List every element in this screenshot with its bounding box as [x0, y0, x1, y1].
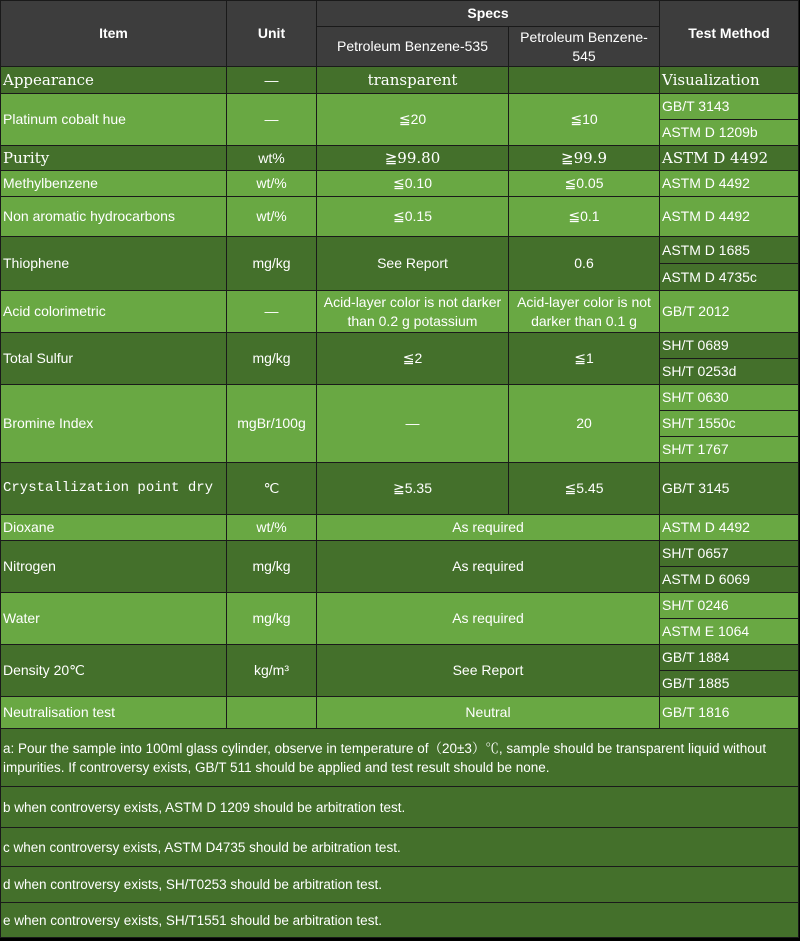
table-row — [1, 385, 799, 411]
item-cell: Nitrogen — [1, 541, 227, 593]
unit-cell: wt% — [227, 146, 317, 171]
spec-535-cell: ≦0.15 — [317, 197, 509, 237]
spec-value-cell: As required — [317, 541, 660, 593]
method-cell: GB/T 1884 — [660, 645, 799, 671]
table-row — [1, 515, 799, 541]
table-row — [1, 197, 799, 237]
table-row — [1, 593, 799, 619]
table-row — [1, 903, 799, 938]
spec-535-cell: ≧99.80 — [317, 146, 509, 171]
spec-value-cell: Neutral — [317, 697, 660, 729]
item-cell: Acid colorimetric — [1, 291, 227, 333]
table-row — [1, 787, 799, 828]
unit-cell: — — [227, 94, 317, 146]
method-cell: Visualization — [660, 67, 799, 94]
table-row — [1, 645, 799, 671]
unit-cell: wt/% — [227, 515, 317, 541]
table-row — [1, 146, 799, 171]
unit-cell: mg/kg — [227, 541, 317, 593]
header-item: Item — [1, 1, 227, 67]
spec-535-cell: — — [317, 385, 509, 463]
table-row — [1, 67, 799, 94]
item-cell: Thiophene — [1, 237, 227, 291]
table-row — [1, 729, 799, 787]
method-cell: SH/T 0630 — [660, 385, 799, 411]
header-test-method: Test Method — [660, 1, 799, 67]
method-cell: GB/T 3143 — [660, 94, 799, 120]
method-cell: GB/T 1885 — [660, 671, 799, 697]
method-cell: GB/T 2012 — [660, 291, 799, 333]
table-row — [1, 697, 799, 729]
method-cell: SH/T 0246 — [660, 593, 799, 619]
header-benzene-535: Petroleum Benzene-535 — [317, 27, 509, 67]
method-cell: SH/T 1550c — [660, 411, 799, 437]
table-row — [1, 291, 799, 333]
method-cell: ASTM D 4492 — [660, 171, 799, 197]
spec-545-cell: Acid-layer color is not darker than 0.1 g — [509, 291, 660, 333]
table-row — [1, 867, 799, 903]
item-cell: Crystallization point dry — [1, 463, 227, 515]
spec-535-cell: transparent — [317, 67, 509, 94]
footnote-e: e when controversy exists, SH/T1551 should be arbitration test. — [1, 903, 799, 938]
spec-535-cell: ≦20 — [317, 94, 509, 146]
spec-545-cell: ≦10 — [509, 94, 660, 146]
method-cell: ASTM D 4492 — [660, 515, 799, 541]
unit-cell: — — [227, 67, 317, 94]
method-cell: ASTM D 6069 — [660, 567, 799, 593]
footnote-c: c when controversy exists, ASTM D4735 should be arbitration test. — [1, 828, 799, 867]
spec-535-cell: See Report — [317, 237, 509, 291]
spec-value-cell: See Report — [317, 645, 660, 697]
spec-545-cell: ≦5.45 — [509, 463, 660, 515]
unit-cell: mg/kg — [227, 593, 317, 645]
spec-545-cell: ≦0.05 — [509, 171, 660, 197]
spec-535-cell: ≦2 — [317, 333, 509, 385]
item-cell: Appearance — [1, 67, 227, 94]
item-cell: Platinum cobalt hue — [1, 94, 227, 146]
unit-cell: ℃ — [227, 463, 317, 515]
spec-535-cell: ≧5.35 — [317, 463, 509, 515]
spec-545-cell — [509, 67, 660, 94]
item-cell: Total Sulfur — [1, 333, 227, 385]
item-cell: Non aromatic hydrocarbons — [1, 197, 227, 237]
method-cell: ASTM D 4492 — [660, 146, 799, 171]
footnote-b: b when controversy exists, ASTM D 1209 should be arbitration test. — [1, 787, 799, 828]
unit-cell: mgBr/100g — [227, 385, 317, 463]
spec-545-cell: ≧99.9 — [509, 146, 660, 171]
method-cell: SH/T 0657 — [660, 541, 799, 567]
method-cell: ASTM E 1064 — [660, 619, 799, 645]
table-row — [1, 541, 799, 567]
spec-545-cell: ≦0.1 — [509, 197, 660, 237]
method-cell: SH/T 0689 — [660, 333, 799, 359]
unit-cell: kg/m³ — [227, 645, 317, 697]
method-cell: ASTM D 1209b — [660, 120, 799, 146]
spec-value-cell: As required — [317, 593, 660, 645]
table-row — [1, 171, 799, 197]
header-unit: Unit — [227, 1, 317, 67]
item-cell: Dioxane — [1, 515, 227, 541]
unit-cell: — — [227, 291, 317, 333]
table-row — [1, 94, 799, 120]
method-cell: GB/T 3145 — [660, 463, 799, 515]
table-row — [1, 828, 799, 867]
unit-cell: mg/kg — [227, 333, 317, 385]
table-row — [1, 463, 799, 515]
spec-545-cell: ≦1 — [509, 333, 660, 385]
method-cell: ASTM D 4492 — [660, 197, 799, 237]
item-cell: Water — [1, 593, 227, 645]
footnote-a: a: Pour the sample into 100ml glass cylinder, observe in temperature of（20±3）℃, sample should be transparent liquid without impurities. If controversy exists, GB/T 511 should be applied and test result should be none. — [1, 729, 799, 787]
method-cell: SH/T 0253d — [660, 359, 799, 385]
method-cell: ASTM D 1685 — [660, 237, 799, 264]
spec-535-cell: Acid-layer color is not darker than 0.2 g potassium — [317, 291, 509, 333]
item-cell: Neutralisation test — [1, 697, 227, 729]
item-cell: Purity — [1, 146, 227, 171]
table-row — [1, 237, 799, 264]
spec-545-cell: 0.6 — [509, 237, 660, 291]
item-cell: Density 20℃ — [1, 645, 227, 697]
unit-cell: mg/kg — [227, 237, 317, 291]
footnote-d: d when controversy exists, SH/T0253 should be arbitration test. — [1, 867, 799, 903]
item-cell: Methylbenzene — [1, 171, 227, 197]
unit-cell: wt/% — [227, 171, 317, 197]
method-cell: SH/T 1767 — [660, 437, 799, 463]
item-cell: Bromine Index — [1, 385, 227, 463]
method-cell: GB/T 1816 — [660, 697, 799, 729]
header-benzene-545: Petroleum Benzene-545 — [509, 27, 660, 67]
method-cell: ASTM D 4735c — [660, 264, 799, 291]
header-specs: Specs — [317, 1, 660, 27]
table-row — [1, 333, 799, 359]
spec-545-cell: 20 — [509, 385, 660, 463]
unit-cell — [227, 697, 317, 729]
spec-value-cell: As required — [317, 515, 660, 541]
unit-cell: wt/% — [227, 197, 317, 237]
spec-535-cell: ≦0.10 — [317, 171, 509, 197]
